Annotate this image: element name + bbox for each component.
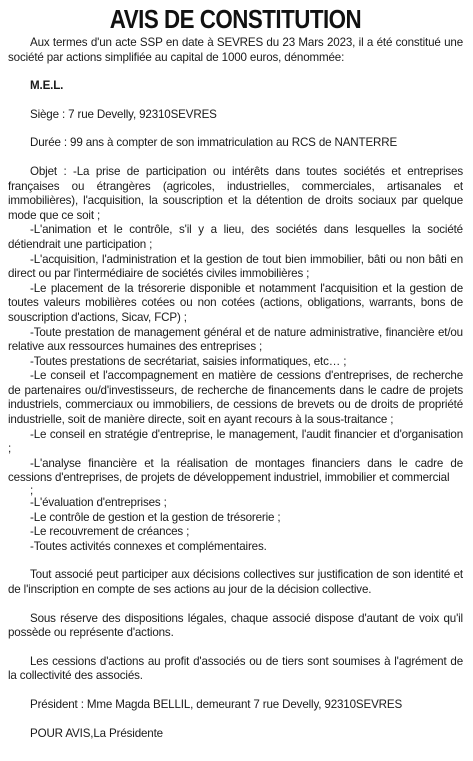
objet-stray-semicolon: ; (30, 484, 34, 498)
objet-item: -Le recouvrement de créances ; (30, 525, 190, 539)
objet-intro: Objet : -La prise de participation ou intérêts dans toutes sociétés et entreprises françaises ou étrangères (agricoles, industrielles, commerciales, artisanales et immobilières), l'acquisition, la souscription et la détention de droits sociaux par quelque mode que ce soit ; (8, 164, 463, 222)
objet-item: -L'analyse financière et la réalisation de montages financiers dans le cadre de cessions d'entreprises, de projets de développement industriel, immobilier et commercial (8, 456, 463, 485)
company-name: M.E.L. (30, 79, 64, 93)
objet-item: -Toute prestation de management général et de nature administrative, financière et/ou relative aux ressources humaines des entreprises ; (8, 325, 463, 354)
objet-item: -Le contrôle de gestion et la gestion de trésorerie ; (30, 510, 281, 524)
cessions-paragraph: Les cessions d'actions au profit d'associés ou de tiers sont soumises à l'agrément de la collectivité des associés. (8, 654, 463, 683)
objet-list (8, 223, 463, 554)
siege-line: Siège : 7 rue Develly, 92310SEVRES (30, 107, 217, 121)
objet-item: -L'évaluation d'entreprises ; (30, 496, 167, 510)
objet-item: -Le placement de la trésorerie disponible et notamment l'acquisition et la gestion de toutes valeurs mobilières cotées ou non cotées (actions, obligations, warrants, bons de souscription d'actions, Sicav, FCP) ; (8, 281, 463, 324)
objet-item: -Toutes activités connexes et complémentaires. (30, 539, 267, 553)
duree-line: Durée : 99 ans à compter de son immatriculation au RCS de NANTERRE (30, 136, 398, 150)
objet-item: -Toutes prestations de secrétariat, saisies informatiques, etc… ; (30, 354, 347, 368)
notice-body (8, 36, 463, 741)
signature-line: POUR AVIS,La Présidente (30, 726, 163, 740)
objet-item: -L'animation et le contrôle, s'il y a lieu, des sociétés dans lesquelles la société détiendrait une participation ; (8, 223, 463, 251)
president-line: Président : Mme Magda BELLIL, demeurant 7 rue Develly, 92310SEVRES (30, 697, 403, 711)
objet-item: -Le conseil et l'accompagnement en matière de cessions d'entreprises, de recherche de partenaires ou/d'investisseurs, de recherche de financements dans le cadre de projets industriels, commerciaux ou immobiliers, de cessions de brevets ou de droits de propriété industrielle, soit de manière directe, soit en ayant recours à la sous-traitance ; (8, 369, 463, 427)
objet-item: -L'acquisition, l'administration et la gestion de tout bien immobilier, bâti ou non bâti en direct ou par l'intermédiaire de sociétés civiles immobilières ; (8, 252, 463, 281)
notice-title: AVIS DE CONSTITUTION (109, 4, 362, 34)
associes-paragraph: Tout associé peut participer aux décisions collectives sur justification de son identité et de l'inscription en compte de ses actions au jour de la décision collective. (8, 568, 463, 596)
objet-item: -Le conseil en stratégie d'entreprise, le management, l'audit financier et d'organisation ; (8, 427, 463, 456)
voix-paragraph: Sous réserve des dispositions légales, chaque associé dispose d'autant de voix qu'il possède ou représente d'actions. (8, 611, 463, 640)
intro-paragraph: Aux termes d'un acte SSP en date à SEVRES du 23 Mars 2023, il a été constitué une société par actions simplifiée au capital de 1000 euros, dénommée: (8, 36, 463, 64)
